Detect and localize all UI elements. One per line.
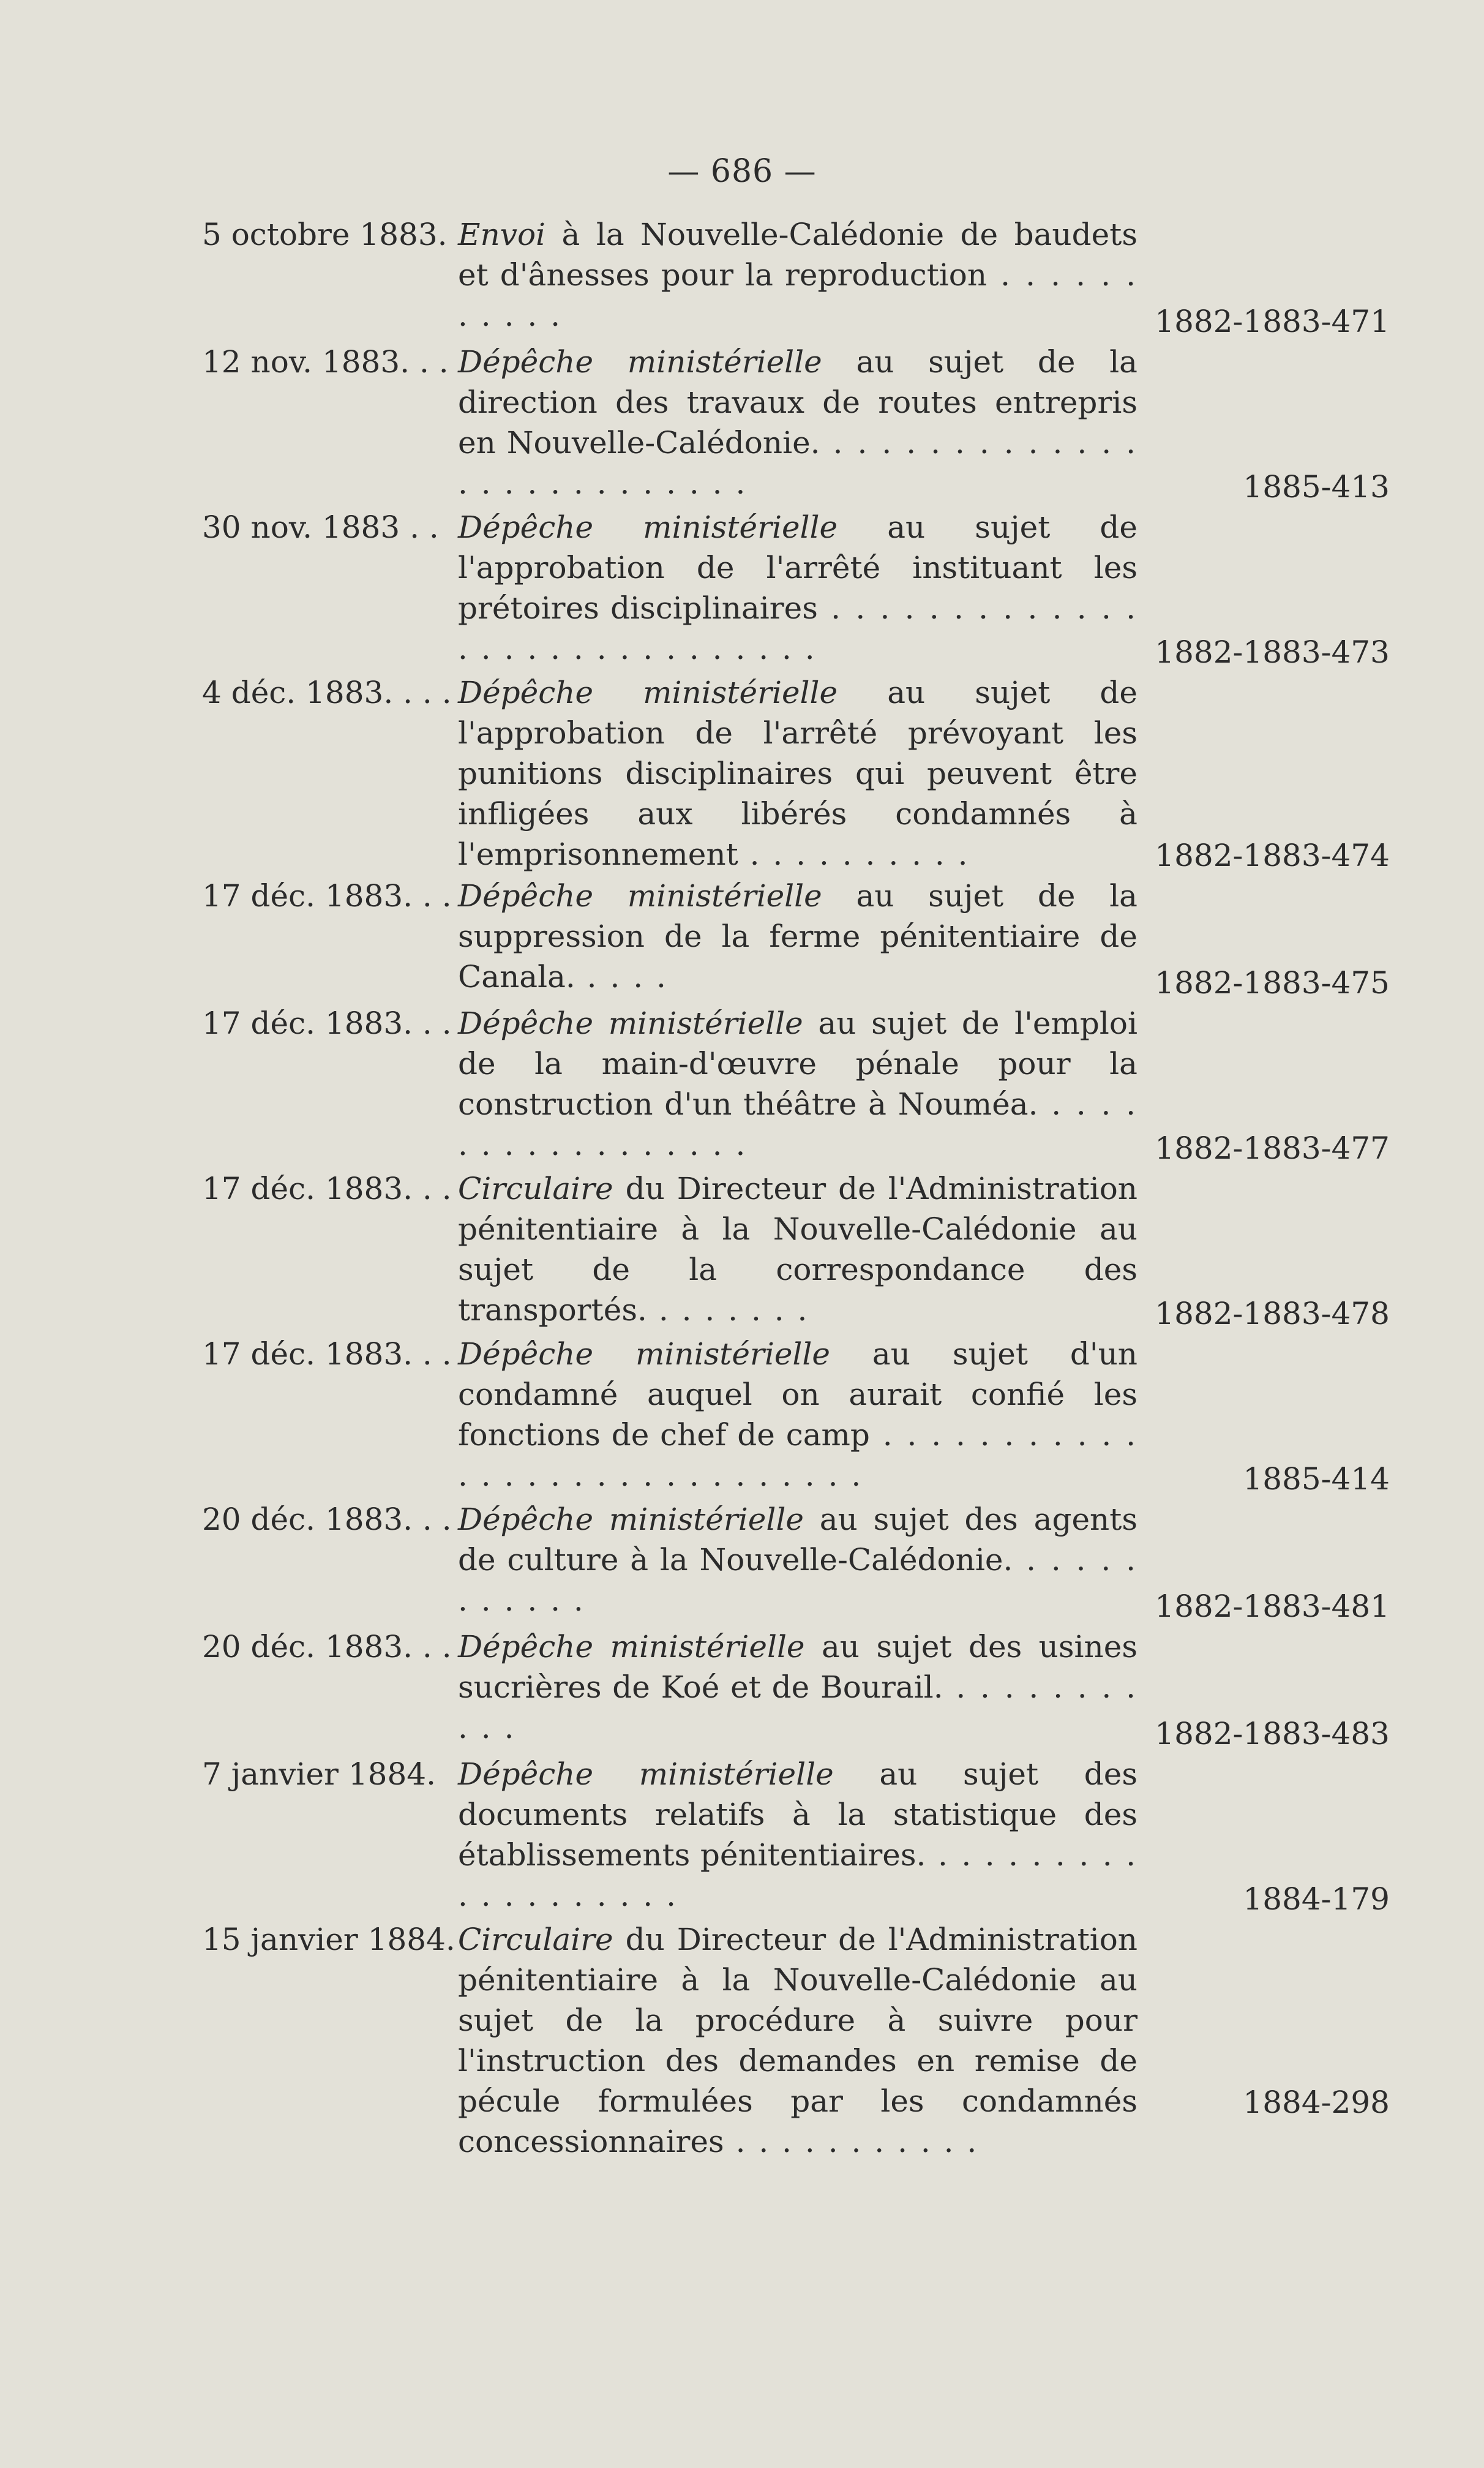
entry-date: 20 déc. 1883. . .	[202, 1502, 452, 1537]
entry-leader-dots: . . . .	[575, 959, 668, 995]
entry-date: 17 déc. 1883. . .	[202, 878, 452, 914]
entry-description	[458, 1627, 1137, 1748]
entry-lead: Dépêche ministérielle	[458, 1336, 830, 1372]
entry-description	[458, 876, 1137, 997]
entry-leader-dots: . . . . . . .	[646, 1292, 809, 1328]
entry-leader-dots: . . . . . . . . . . . . . . . . . . . . . . . . . .	[458, 425, 1138, 501]
entry-lead: Dépêche ministérielle	[458, 878, 822, 914]
entry-text: au sujet des usines sucrières de Koé et de Bourail.	[458, 1629, 1137, 1705]
entry-description	[458, 507, 1137, 669]
list-item	[202, 876, 1390, 1003]
entry-lead: Dépêche ministérielle	[458, 344, 822, 380]
entry-lead: Dépêche ministérielle	[458, 1502, 804, 1537]
entry-reference: 1882-1883-473	[1155, 634, 1390, 670]
entry-lead: Dépêche ministérielle	[458, 675, 838, 710]
entry-lead: Dépêche ministérielle	[458, 1756, 834, 1792]
entry-description	[458, 214, 1137, 336]
entry-date: 17 déc. 1883. . .	[202, 1171, 452, 1206]
entry-lead: Dépêche ministérielle	[458, 1006, 803, 1041]
entry-text: au sujet des documents relatifs à la statistique des établissements pénitentiaires.	[458, 1756, 1137, 1873]
entry-lead: Circulaire	[458, 1171, 613, 1206]
entry-leader-dots: . . . . . . . . . . .	[458, 1542, 1138, 1618]
entry-reference: 1882-1883-477	[1155, 1131, 1390, 1166]
entry-date: 30 nov. 1883 . .	[202, 510, 439, 545]
entry-list	[202, 214, 1390, 2159]
entry-text: au sujet de l'approbation de l'arrêté prévoyant les punitions disciplinaires qui peuvent être infligées aux libérés condamnés à l'emprisonnement	[458, 675, 1137, 872]
entry-description	[458, 672, 1137, 875]
entry-leader-dots: . . . . . . . . . .	[738, 837, 970, 872]
entry-date: 17 déc. 1883. . .	[202, 1006, 452, 1041]
entry-reference: 1885-414	[1243, 1461, 1390, 1497]
entry-text: du Directeur de l'Administration pénitentiaire à la Nouvelle-Calédonie au sujet de la correspondance des transportés.	[458, 1171, 1137, 1328]
entry-leader-dots: . . . . . . . . . . . . . . . . .	[458, 1086, 1137, 1162]
list-item	[202, 672, 1390, 876]
entry-leader-dots: . . . . . . . . . . . . . . . . . . . . . . . . . . . . .	[458, 590, 1137, 666]
entry-lead: Dépêche ministérielle	[458, 510, 838, 545]
list-item	[202, 1003, 1390, 1168]
entry-text: à la Nouvelle-Calédonie de baudets et d'ânesses pour la reproduction	[458, 217, 1137, 293]
entry-date: 4 déc. 1883. . . .	[202, 675, 452, 710]
entry-leader-dots: . . . . . . . . . . .	[458, 257, 1137, 333]
list-item	[202, 1627, 1390, 1754]
entry-date: 5 octobre 1883.	[202, 217, 448, 252]
list-item	[202, 342, 1390, 507]
entry-text: au sujet de l'approbation de l'arrêté instituant les prétoires disciplinaires	[458, 510, 1137, 626]
entry-reference: 1885-413	[1243, 469, 1390, 505]
entry-lead: Envoi	[458, 217, 546, 252]
entry-leader-dots: . . . . . . . . . . .	[724, 2124, 979, 2159]
entry-date: 20 déc. 1883. . .	[202, 1629, 452, 1665]
entry-description	[458, 1499, 1137, 1620]
entry-text: au sujet des agents de culture à la Nouvelle-Calédonie.	[458, 1502, 1137, 1578]
entry-text: du Directeur de l'Administration pénitentiaire à la Nouvelle-Calédonie au sujet de la procédure à suivre pour l'instruction des demandes en remise de pécule formulées par les condamnés concessionnaires	[458, 1922, 1137, 2159]
entry-text: au sujet de la direction des travaux de routes entrepris en Nouvelle-Calédonie.	[458, 344, 1137, 461]
entry-reference: 1882-1883-471	[1155, 304, 1390, 339]
entry-text: au sujet de la suppression de la ferme pénitentiaire de Canala.	[458, 878, 1137, 995]
entry-date: 7 janvier 1884.	[202, 1756, 436, 1792]
entry-reference: 1882-1883-475	[1155, 965, 1390, 1001]
entry-reference: 1882-1883-483	[1155, 1716, 1390, 1751]
list-item	[202, 1499, 1390, 1627]
entry-reference: 1884-298	[1243, 2085, 1390, 2120]
entry-description	[458, 1754, 1137, 1916]
list-item	[202, 1168, 1390, 1334]
entry-date: 17 déc. 1883. . .	[202, 1336, 452, 1372]
entry-description	[458, 1919, 1137, 2162]
entry-reference: 1882-1883-481	[1155, 1589, 1390, 1624]
entry-leader-dots: . . . . . . . . . . . . . . . . . . . . . . . . . . . . .	[458, 1417, 1137, 1493]
list-item	[202, 1334, 1390, 1499]
entry-date: 15 janvier 1884.	[202, 1922, 455, 1957]
entry-lead: Dépêche ministérielle	[458, 1629, 805, 1665]
entry-reference: 1882-1883-474	[1155, 838, 1390, 873]
entry-text: au sujet de l'emploi de la main-d'œuvre pénale pour la construction d'un théâtre à Nouméa.	[458, 1006, 1137, 1122]
entry-description	[458, 1334, 1137, 1495]
entry-lead: Circulaire	[458, 1922, 613, 1957]
entry-description	[458, 1003, 1137, 1165]
entry-description	[458, 1168, 1137, 1330]
entry-text: au sujet d'un condamné auquel on aurait confié les fonctions de chef de camp	[458, 1336, 1137, 1453]
list-item	[202, 507, 1390, 672]
page-number: — 686 —	[667, 153, 817, 190]
entry-reference: 1882-1883-478	[1155, 1296, 1390, 1331]
list-item	[202, 214, 1390, 342]
entry-reference: 1884-179	[1243, 1881, 1390, 1917]
list-item	[202, 1919, 1390, 2159]
entry-leader-dots: . . . . . . . . . . .	[458, 1669, 1137, 1745]
entry-leader-dots: . . . . . . . . . . . . . . . . . . .	[458, 1837, 1137, 1913]
entry-description	[458, 342, 1137, 503]
list-item	[202, 1754, 1390, 1919]
entry-date: 12 nov. 1883. . .	[202, 344, 449, 380]
